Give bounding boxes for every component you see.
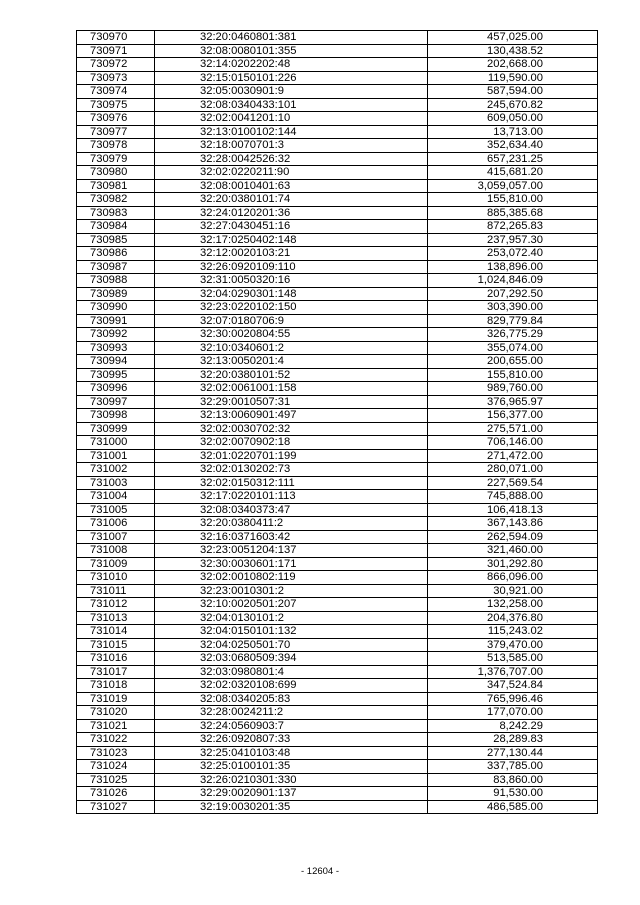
cadastral-number-cell: 32:08:0010401:63 <box>155 179 428 193</box>
cadastral-number-cell: 32:02:0070902:18 <box>155 436 428 450</box>
value-cell: 91,530.00 <box>428 787 598 801</box>
value-cell: 367,143.86 <box>428 517 598 531</box>
row-number-cell: 731004 <box>77 490 155 504</box>
row-number-cell: 731023 <box>77 746 155 760</box>
row-number-cell: 731013 <box>77 611 155 625</box>
cadastral-number-cell: 32:28:0024211:2 <box>155 706 428 720</box>
row-number-cell: 730984 <box>77 220 155 234</box>
row-number-cell: 731002 <box>77 463 155 477</box>
cadastral-number-cell: 32:23:0051204:137 <box>155 544 428 558</box>
value-cell: 657,231.25 <box>428 152 598 166</box>
table-row <box>77 328 598 342</box>
value-cell: 379,470.00 <box>428 638 598 652</box>
cadastral-number-cell: 32:08:0340373:47 <box>155 503 428 517</box>
cadastral-number-cell: 32:04:0130101:2 <box>155 611 428 625</box>
row-number-cell: 731015 <box>77 638 155 652</box>
table-row <box>77 355 598 369</box>
table-row <box>77 193 598 207</box>
row-number-cell: 730982 <box>77 193 155 207</box>
cadastral-number-cell: 32:24:0560903:7 <box>155 719 428 733</box>
value-cell: 326,775.29 <box>428 328 598 342</box>
table-row <box>77 476 598 490</box>
value-cell: 30,921.00 <box>428 584 598 598</box>
table-row <box>77 503 598 517</box>
row-number-cell: 731014 <box>77 625 155 639</box>
row-number-cell: 730981 <box>77 179 155 193</box>
cadastral-number-cell: 32:01:0220701:199 <box>155 449 428 463</box>
cadastral-number-cell: 32:20:0460801:381 <box>155 31 428 45</box>
value-cell: 177,070.00 <box>428 706 598 720</box>
value-cell: 355,074.00 <box>428 341 598 355</box>
table-row <box>77 341 598 355</box>
table-body <box>77 31 598 814</box>
cadastral-number-cell: 32:26:0210301:330 <box>155 773 428 787</box>
cadastral-number-cell: 32:31:0050320:16 <box>155 274 428 288</box>
cadastral-number-cell: 32:08:0340433:101 <box>155 98 428 112</box>
row-number-cell: 731006 <box>77 517 155 531</box>
row-number-cell: 730970 <box>77 31 155 45</box>
cadastral-number-cell: 32:02:0130202:73 <box>155 463 428 477</box>
cadastral-number-cell: 32:08:0340205:83 <box>155 692 428 706</box>
cadastral-number-cell: 32:08:0080101:355 <box>155 44 428 58</box>
value-cell: 245,670.82 <box>428 98 598 112</box>
table-row <box>77 719 598 733</box>
table-row <box>77 733 598 747</box>
row-number-cell: 730977 <box>77 125 155 139</box>
value-cell: 829,779.84 <box>428 314 598 328</box>
table-row <box>77 112 598 126</box>
row-number-cell: 731010 <box>77 571 155 585</box>
row-number-cell: 730983 <box>77 206 155 220</box>
row-number-cell: 731022 <box>77 733 155 747</box>
table-row <box>77 571 598 585</box>
row-number-cell: 730988 <box>77 274 155 288</box>
cadastral-number-cell: 32:20:0380101:74 <box>155 193 428 207</box>
table-row <box>77 436 598 450</box>
row-number-cell: 731020 <box>77 706 155 720</box>
table-row <box>77 422 598 436</box>
value-cell: 156,377.00 <box>428 409 598 423</box>
cadastral-number-cell: 32:26:0920807:33 <box>155 733 428 747</box>
table-row <box>77 247 598 261</box>
row-number-cell: 730994 <box>77 355 155 369</box>
row-number-cell: 730991 <box>77 314 155 328</box>
table-row <box>77 652 598 666</box>
table-row <box>77 220 598 234</box>
cadastral-number-cell: 32:19:0030201:35 <box>155 800 428 814</box>
value-cell: 130,438.52 <box>428 44 598 58</box>
table-row <box>77 760 598 774</box>
value-cell: 200,655.00 <box>428 355 598 369</box>
cadastral-number-cell: 32:12:0020103:21 <box>155 247 428 261</box>
table-row <box>77 395 598 409</box>
cadastral-number-cell: 32:27:0430451:16 <box>155 220 428 234</box>
cadastral-number-cell: 32:03:0680509:394 <box>155 652 428 666</box>
table-row <box>77 44 598 58</box>
value-cell: 3,059,057.00 <box>428 179 598 193</box>
value-cell: 885,385.68 <box>428 206 598 220</box>
row-number-cell: 730987 <box>77 260 155 274</box>
value-cell: 115,243.02 <box>428 625 598 639</box>
value-cell: 83,860.00 <box>428 773 598 787</box>
cadastral-number-cell: 32:15:0150101:226 <box>155 71 428 85</box>
row-number-cell: 730974 <box>77 85 155 99</box>
row-number-cell: 731005 <box>77 503 155 517</box>
cadastral-number-cell: 32:17:0250402:148 <box>155 233 428 247</box>
row-number-cell: 731000 <box>77 436 155 450</box>
cadastral-number-cell: 32:13:0060901:497 <box>155 409 428 423</box>
row-number-cell: 731008 <box>77 544 155 558</box>
table-row <box>77 449 598 463</box>
table-row <box>77 665 598 679</box>
table-row <box>77 800 598 814</box>
cadastral-number-cell: 32:18:0070701:3 <box>155 139 428 153</box>
table-row <box>77 58 598 72</box>
cadastral-number-cell: 32:29:0020901:137 <box>155 787 428 801</box>
value-cell: 280,071.00 <box>428 463 598 477</box>
table-row <box>77 274 598 288</box>
table-row <box>77 598 598 612</box>
value-cell: 237,957.30 <box>428 233 598 247</box>
table-row <box>77 611 598 625</box>
value-cell: 347,524.84 <box>428 679 598 693</box>
table-row <box>77 314 598 328</box>
table-row <box>77 233 598 247</box>
value-cell: 119,590.00 <box>428 71 598 85</box>
table-row <box>77 557 598 571</box>
row-number-cell: 731001 <box>77 449 155 463</box>
row-number-cell: 731003 <box>77 476 155 490</box>
value-cell: 204,376.80 <box>428 611 598 625</box>
row-number-cell: 731019 <box>77 692 155 706</box>
table-row <box>77 71 598 85</box>
table-row <box>77 301 598 315</box>
cadastral-number-cell: 32:02:0030702:32 <box>155 422 428 436</box>
cadastral-number-cell: 32:13:0050201:4 <box>155 355 428 369</box>
cadastral-number-cell: 32:29:0010507:31 <box>155 395 428 409</box>
value-cell: 138,896.00 <box>428 260 598 274</box>
row-number-cell: 730995 <box>77 368 155 382</box>
value-cell: 28,289.83 <box>428 733 598 747</box>
table-row <box>77 206 598 220</box>
table-row <box>77 625 598 639</box>
value-cell: 207,292.50 <box>428 287 598 301</box>
value-cell: 352,634.40 <box>428 139 598 153</box>
cadastral-value-table <box>76 30 598 814</box>
value-cell: 202,668.00 <box>428 58 598 72</box>
value-cell: 132,258.00 <box>428 598 598 612</box>
value-cell: 337,785.00 <box>428 760 598 774</box>
table-row <box>77 368 598 382</box>
value-cell: 706,146.00 <box>428 436 598 450</box>
row-number-cell: 731016 <box>77 652 155 666</box>
row-number-cell: 731026 <box>77 787 155 801</box>
cadastral-number-cell: 32:14:0202202:48 <box>155 58 428 72</box>
row-number-cell: 731012 <box>77 598 155 612</box>
table-row <box>77 382 598 396</box>
table-row <box>77 409 598 423</box>
table-row <box>77 98 598 112</box>
cadastral-number-cell: 32:02:0220211:90 <box>155 166 428 180</box>
table-row <box>77 679 598 693</box>
value-cell: 587,594.00 <box>428 85 598 99</box>
cadastral-number-cell: 32:26:0920109:110 <box>155 260 428 274</box>
row-number-cell: 730976 <box>77 112 155 126</box>
table-row <box>77 638 598 652</box>
row-number-cell: 730999 <box>77 422 155 436</box>
row-number-cell: 731009 <box>77 557 155 571</box>
table-row <box>77 152 598 166</box>
table-row <box>77 530 598 544</box>
table-row <box>77 517 598 531</box>
value-cell: 277,130.44 <box>428 746 598 760</box>
cadastral-number-cell: 32:20:0380411:2 <box>155 517 428 531</box>
value-cell: 155,810.00 <box>428 368 598 382</box>
cadastral-number-cell: 32:25:0100101:35 <box>155 760 428 774</box>
value-cell: 303,390.00 <box>428 301 598 315</box>
cadastral-number-cell: 32:16:0371603:42 <box>155 530 428 544</box>
table-row <box>77 692 598 706</box>
table-row <box>77 260 598 274</box>
value-cell: 8,242.29 <box>428 719 598 733</box>
value-cell: 486,585.00 <box>428 800 598 814</box>
row-number-cell: 731025 <box>77 773 155 787</box>
row-number-cell: 730980 <box>77 166 155 180</box>
cadastral-number-cell: 32:02:0320108:699 <box>155 679 428 693</box>
value-cell: 271,472.00 <box>428 449 598 463</box>
value-cell: 513,585.00 <box>428 652 598 666</box>
cadastral-number-cell: 32:04:0290301:148 <box>155 287 428 301</box>
value-cell: 376,965.97 <box>428 395 598 409</box>
table-row <box>77 179 598 193</box>
row-number-cell: 731027 <box>77 800 155 814</box>
row-number-cell: 730985 <box>77 233 155 247</box>
row-number-cell: 730979 <box>77 152 155 166</box>
value-cell: 106,418.13 <box>428 503 598 517</box>
cadastral-number-cell: 32:17:0220101:113 <box>155 490 428 504</box>
row-number-cell: 730998 <box>77 409 155 423</box>
cadastral-number-cell: 32:30:0030601:171 <box>155 557 428 571</box>
value-cell: 872,265.83 <box>428 220 598 234</box>
cadastral-number-cell: 32:13:0100102:144 <box>155 125 428 139</box>
row-number-cell: 730996 <box>77 382 155 396</box>
cadastral-number-cell: 32:10:0340601:2 <box>155 341 428 355</box>
page-number: - 12604 - <box>300 866 340 877</box>
value-cell: 745,888.00 <box>428 490 598 504</box>
row-number-cell: 730975 <box>77 98 155 112</box>
table-row <box>77 139 598 153</box>
cadastral-number-cell: 32:02:0061001:158 <box>155 382 428 396</box>
row-number-cell: 730986 <box>77 247 155 261</box>
table-row <box>77 544 598 558</box>
table-row <box>77 584 598 598</box>
cadastral-number-cell: 32:30:0020804:55 <box>155 328 428 342</box>
row-number-cell: 731017 <box>77 665 155 679</box>
value-cell: 866,096.00 <box>428 571 598 585</box>
table-row <box>77 463 598 477</box>
row-number-cell: 731011 <box>77 584 155 598</box>
row-number-cell: 731007 <box>77 530 155 544</box>
value-cell: 155,810.00 <box>428 193 598 207</box>
value-cell: 609,050.00 <box>428 112 598 126</box>
cadastral-number-cell: 32:05:0030901:9 <box>155 85 428 99</box>
value-cell: 1,024,846.09 <box>428 274 598 288</box>
table-row <box>77 166 598 180</box>
table-row <box>77 125 598 139</box>
row-number-cell: 730978 <box>77 139 155 153</box>
cadastral-number-cell: 32:20:0380101:52 <box>155 368 428 382</box>
row-number-cell: 730971 <box>77 44 155 58</box>
table-row <box>77 31 598 45</box>
row-number-cell: 730990 <box>77 301 155 315</box>
row-number-cell: 730992 <box>77 328 155 342</box>
cadastral-number-cell: 32:02:0150312:111 <box>155 476 428 490</box>
value-cell: 253,072.40 <box>428 247 598 261</box>
cadastral-number-cell: 32:02:0041201:10 <box>155 112 428 126</box>
row-number-cell: 730997 <box>77 395 155 409</box>
cadastral-number-cell: 32:25:0410103:48 <box>155 746 428 760</box>
value-cell: 321,460.00 <box>428 544 598 558</box>
row-number-cell: 730989 <box>77 287 155 301</box>
value-cell: 989,760.00 <box>428 382 598 396</box>
table-row <box>77 85 598 99</box>
value-cell: 301,292.80 <box>428 557 598 571</box>
value-cell: 415,681.20 <box>428 166 598 180</box>
cadastral-number-cell: 32:28:0042526:32 <box>155 152 428 166</box>
cadastral-number-cell: 32:04:0150101:132 <box>155 625 428 639</box>
table-row <box>77 287 598 301</box>
row-number-cell: 731018 <box>77 679 155 693</box>
row-number-cell: 730972 <box>77 58 155 72</box>
table-row <box>77 787 598 801</box>
value-cell: 262,594.09 <box>428 530 598 544</box>
cadastral-number-cell: 32:04:0250501:70 <box>155 638 428 652</box>
value-cell: 13,713.00 <box>428 125 598 139</box>
cadastral-number-cell: 32:10:0020501:207 <box>155 598 428 612</box>
value-cell: 457,025.00 <box>428 31 598 45</box>
row-number-cell: 731021 <box>77 719 155 733</box>
row-number-cell: 731024 <box>77 760 155 774</box>
cadastral-number-cell: 32:23:0220102:150 <box>155 301 428 315</box>
cadastral-number-cell: 32:02:0010802:119 <box>155 571 428 585</box>
cadastral-number-cell: 32:23:0010301:2 <box>155 584 428 598</box>
table-row <box>77 706 598 720</box>
cadastral-number-cell: 32:03:0980801:4 <box>155 665 428 679</box>
cadastral-number-cell: 32:24:0120201:36 <box>155 206 428 220</box>
value-cell: 275,571.00 <box>428 422 598 436</box>
row-number-cell: 730993 <box>77 341 155 355</box>
row-number-cell: 730973 <box>77 71 155 85</box>
value-cell: 765,996.46 <box>428 692 598 706</box>
table-row <box>77 773 598 787</box>
table-row <box>77 746 598 760</box>
table-row <box>77 490 598 504</box>
value-cell: 227,569.54 <box>428 476 598 490</box>
cadastral-number-cell: 32:07:0180706:9 <box>155 314 428 328</box>
value-cell: 1,376,707.00 <box>428 665 598 679</box>
